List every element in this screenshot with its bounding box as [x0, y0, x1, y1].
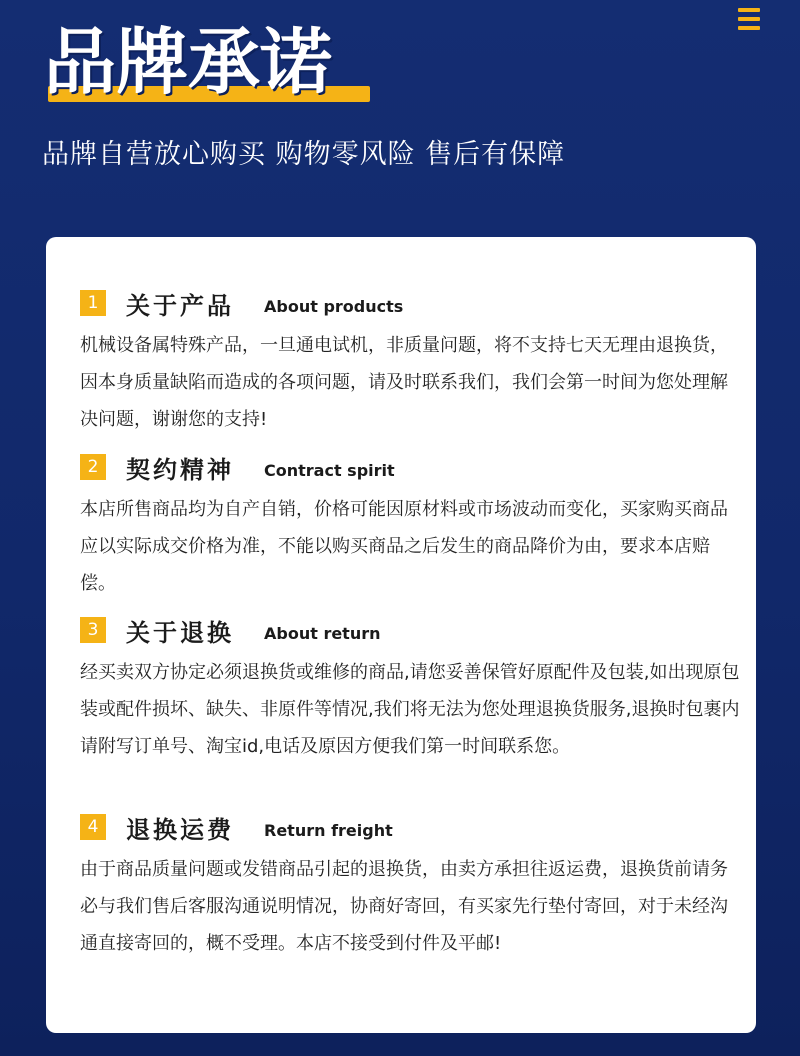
section-body: 由于商品质量问题或发错商品引起的退换货，由卖方承担往返运费，退换货前请务必与我们售后客服沟通说明情况，协商好寄回，有买家先行垫付寄回，对于未经沟通直接寄回的，概不受理。本店不接受到付件及平邮! — [80, 859, 728, 954]
section-body: 本店所售商品均为自产自销，价格可能因原材料或市场波动而变化，买家购买商品应以实际成交价格为准，不能以购买商品之后发生的商品降价为由，要求本店赔偿。 — [80, 499, 728, 594]
section-title: 契约精神 — [126, 455, 234, 484]
section-body: 机械设备属特殊产品，一旦通电试机，非质量问题，将不支持七天无理由退换货，因本身质量缺陷而造成的各项问题，请及时联系我们，我们会第一时间为您处理解决问题，谢谢您的支持! — [80, 335, 728, 430]
section-title-en: About return — [264, 623, 381, 643]
section-about-return — [80, 610, 740, 765]
section-number-badge: 1 — [80, 290, 106, 316]
title-block — [44, 20, 374, 112]
section-body: 经买卖双方协定必须退换货或维修的商品,请您妥善保管好原配件及包装,如出现原包装或配件损坏、缺失、非原件等情况,我们将无法为您处理退换货服务,退换时包裹内请附写订单号、淘宝id,电话及原因方便我们第一时间联系您。 — [80, 662, 740, 757]
section-header — [80, 807, 740, 847]
page-title: 品牌承诺 — [44, 20, 333, 104]
section-number-badge: 3 — [80, 617, 106, 643]
section-contract-spirit — [80, 447, 740, 602]
section-header — [80, 610, 740, 650]
section-title-en: Return freight — [264, 820, 393, 840]
section-number-badge: 4 — [80, 814, 106, 840]
section-title: 关于退换 — [126, 618, 234, 647]
section-title: 退换运费 — [126, 815, 234, 844]
section-title-en: Contract spirit — [264, 460, 395, 480]
hamburger-menu-icon[interactable] — [738, 8, 760, 30]
section-return-freight — [80, 807, 740, 962]
section-title: 关于产品 — [126, 291, 234, 320]
section-title-en: About products — [264, 296, 404, 316]
commitment-card — [46, 237, 756, 1033]
section-number-badge: 2 — [80, 454, 106, 480]
section-header — [80, 447, 740, 487]
page-subtitle: 品牌自营放心购买 购物零风险 售后有保障 — [42, 139, 566, 170]
section-header — [80, 283, 740, 323]
section-about-products — [80, 283, 740, 438]
